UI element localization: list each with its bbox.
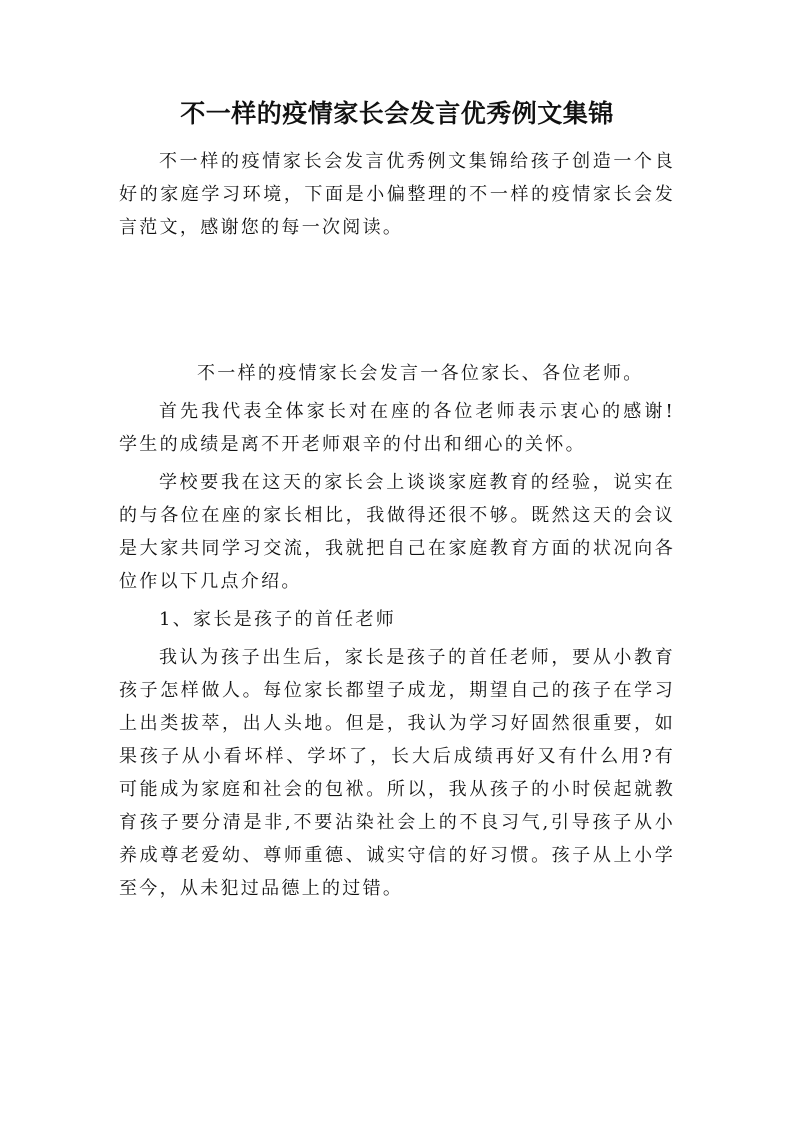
intro-section [119,145,675,244]
intro-paragraph: 不一样的疫情家长会发言优秀例文集锦给孩子创造一个良好的家庭学习环境，下面是小偏整理的不一样的疫情家长会发言范文，感谢您的每一次阅读。 [119,151,675,238]
experience-paragraph: 学校要我在这天的家长会上谈谈家庭教育的经验，说实在的与各位在座的家长相比，我做得还很不够。既然这天的会议是大家共同学习交流，我就把自己在家庭教育方面的状况向各位作以下几点介绍。 [119,472,675,592]
document-title: 不一样的疫情家长会发言优秀例文集锦 [180,99,614,128]
opening-paragraph: 不一样的疫情家长会发言一各位家长、各位老师。 [197,363,644,384]
main-section [119,357,675,910]
thanks-paragraph: 首先我代表全体家长对在座的各位老师表示衷心的感谢!学生的成绩是离不开老师艰辛的付出和细心的关怀。 [119,401,675,455]
first-teacher-paragraph: 我认为孩子出生后，家长是孩子的首任老师，要从小教育孩子怎样做人。每位家长都望子成龙，期望自己的孩子在学习上出类拔萃，出人头地。但是，我认为学习好固然很重要，如果孩子从小看坏样、学坏了，长大后成绩再好又有什么用?有可能成为家庭和社会的包袱。所以，我从孩子的小时侯起就教育孩子要分清是非,不要沾染社会上的不良习气,引导孩子从小养成尊老爱幼、尊师重德、诚实守信的好习惯。孩子从上小学至今，从未犯过品德上的过错。 [119,647,675,899]
section-heading-first-teacher: 1、家长是孩子的首任老师 [159,609,397,630]
